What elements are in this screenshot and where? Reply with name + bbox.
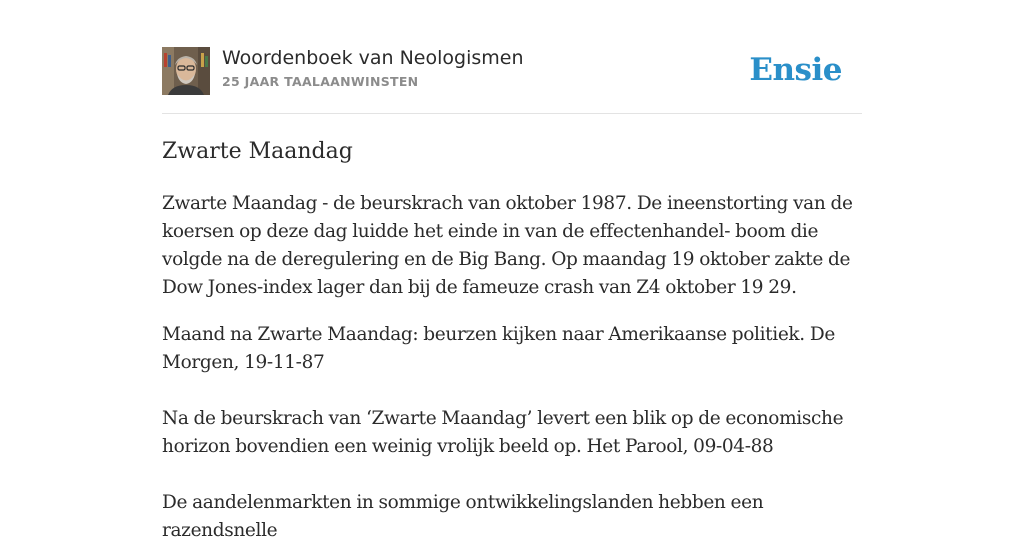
avatar[interactable] (162, 47, 210, 95)
author-portrait-icon (162, 47, 210, 95)
site-subtitle: 25 JAAR TAALAANWINSTEN (222, 74, 419, 89)
article-title: Zwarte Maandag (162, 139, 353, 164)
quote-paragraph: De aandelenmarkten in sommige ontwikkelingslanden hebben een razendsnelle (162, 492, 764, 541)
brand-logo[interactable]: Ensie (749, 52, 842, 88)
header-divider (162, 113, 862, 114)
quote-paragraph: Maand na Zwarte Maandag: beurzen kijken naar Amerikaanse politiek. De Morgen, 19-11-87 (162, 324, 835, 373)
article (162, 136, 862, 545)
definition-paragraph: Zwarte Maandag - de beurskrach van oktober 1987. De ineenstorting van de koersen op deze dag luidde het einde in van de effectenhandel- boom die volgde na de deregulering en de Big Bang. Op maandag 19 oktober zakte de Dow Jones-index lager dan bij de fameuze crash van Z4 oktober 19 29. (162, 193, 853, 298)
quote-paragraph: Na de beurskrach van ‘Zwarte Maandag’ levert een blik op de economische horizon bovendien een weinig vrolijk beeld op. Het Parool, 09-04-88 (162, 408, 844, 457)
site-title[interactable]: Woordenboek van Neologismen (222, 47, 524, 69)
header (162, 46, 862, 96)
